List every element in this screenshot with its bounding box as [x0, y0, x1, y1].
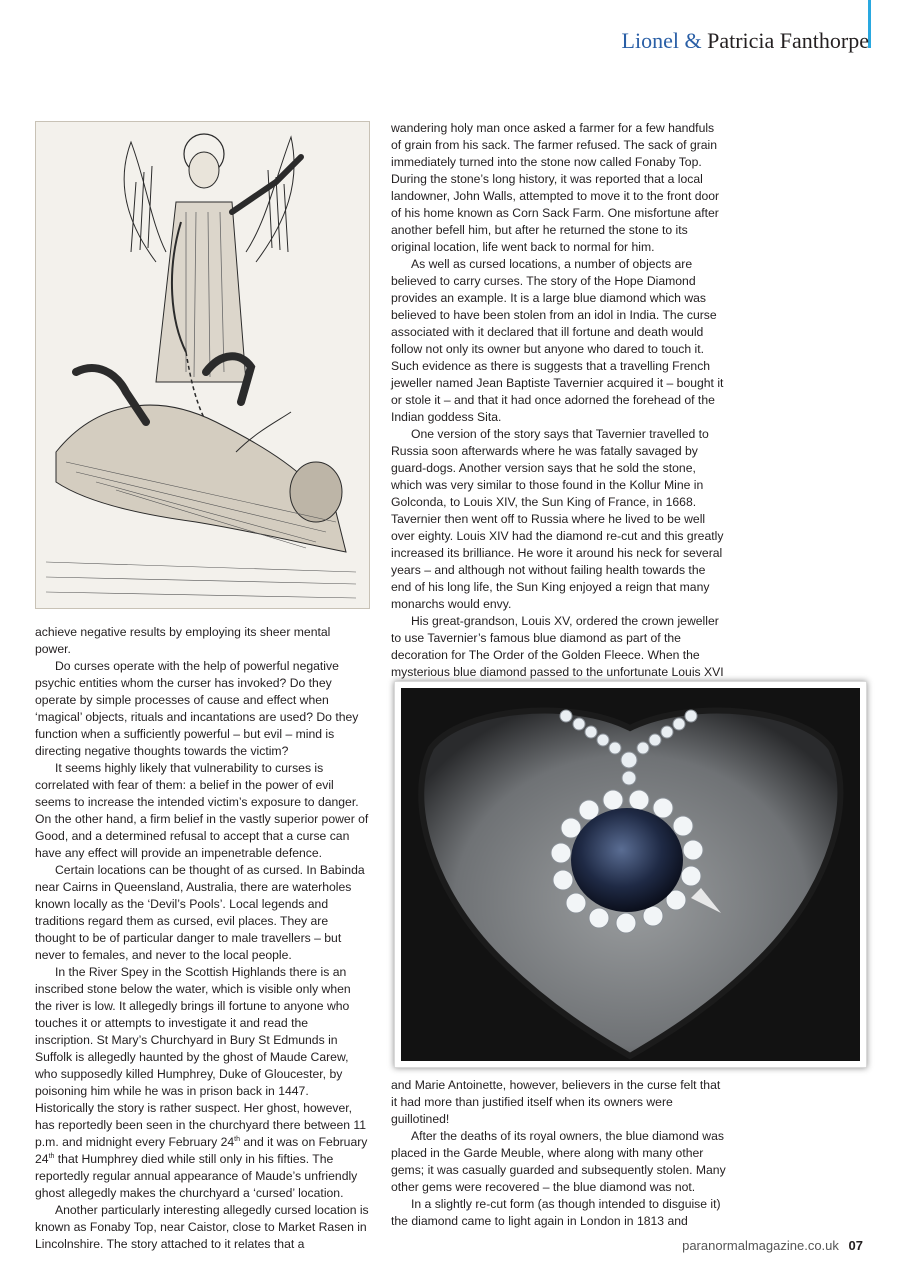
- left-paragraph-4: In the River Spey in the Scottish Highlands there is an inscribed stone below the water, which is visible only when the river is low. It allegedly brings ill fortune to anyone who touches it or attempts to investigate it and read the inscription. St Mary’s Churchyard in Bury St Edmunds in Suffolk is allegedly haunted by the ghost of Maude Carew, who supposedly killed Humphrey, Duke of Gloucester, by poisoning him while he was in prison back in 1447. Historically the story is rather suspect. Her ghost, however, has reportedly been seen in the churchyard there between 11 p.m. and midnight every February 24th and it was on February 24th that Humphrey died while still only in his fifties. The reportedly regular annual appearance of Maude’s unfriendly ghost allegedly makes the churchyard a ‘cursed’ location.: [35, 965, 368, 1200]
- page-number: 07: [848, 1238, 863, 1253]
- right-bottom-paragraph-0: and Marie Antoinette, however, believers in the curse felt that it had more than justified itself when its owners were guillotined!: [391, 1078, 721, 1126]
- author-first-name: Lionel: [621, 28, 679, 53]
- left-paragraph-1: Do curses operate with the help of powerful negative psychic entities whom the curser has invoked? Do they operate by simple processes of cause and effect when ‘magical’ objects, rituals and incantations are used? Do they function when a sufficiently powerful – but evil – mind is directing negative thoughts towards the victim?: [35, 659, 359, 758]
- right-column-bottom: [391, 1077, 727, 1230]
- author-rest: Patricia Fanthorpe: [707, 28, 869, 53]
- author-header: [622, 28, 869, 54]
- left-paragraph-0: achieve negative results by employing its sheer mental power.: [35, 625, 331, 656]
- page-footer: [682, 1238, 863, 1253]
- left-paragraph-2: It seems highly likely that vulnerability to curses is correlated with fear of them: a belief in the power of evil seems to increase the intended victim’s exposure to danger. On the other hand, a firm belief in the vastly superior power of Good, and a determined refusal to accept that a curse can have any effect will provide an impenetrable defence.: [35, 761, 369, 860]
- author-ampersand: &: [684, 28, 702, 53]
- hope-diamond-photo-icon: [401, 688, 860, 1061]
- right-bottom-paragraph-1: After the deaths of its royal owners, the blue diamond was placed in the Garde Meuble, where along with many other gems; it was casually guarded and subsequently stolen. Many other gems were recovered – the blue diamond was not.: [391, 1129, 726, 1194]
- left-paragraph-3: Certain locations can be thought of as cursed. In Babinda near Cairns in Queensland, Australia, there are waterholes known locally as the ‘Devil’s Pools’. Local legends and traditions regard them as cursed, evil places. They are thought to be of particular danger to male travellers – but never to females, and never to the local people.: [35, 863, 365, 962]
- right-top-paragraph-1: As well as cursed locations, a number of objects are believed to carry curses. The story of the Hope Diamond provides an example. It is a large blue diamond which was believed to have been stolen from an idol in India. The curse associated with it declared that ill fortune and death would follow not only its owner but anyone who dared to touch it. Such evidence as there is suggests that a travelling French jeweller named Jean Baptiste Tavernier acquired it – bought it or stole it – and that it had once adorned the forehead of the Indian goddess Sita.: [391, 257, 724, 424]
- hope-diamond-image: [401, 688, 860, 1061]
- angel-and-demon-engraving-icon: [36, 122, 369, 608]
- footer-site: paranormalmagazine.co.uk: [682, 1238, 839, 1253]
- right-top-paragraph-3: His great-grandson, Louis XV, ordered the crown jeweller to use Tavernier’s famous blue diamond as part of the decoration for The Order of the Golden Fleece. When the mysterious blue diamond passed to the unfortunate Louis XVI: [391, 614, 724, 679]
- right-column-top: [391, 120, 727, 681]
- left-paragraph-5: Another particularly interesting allegedly cursed location is known as Fonaby Top, near Caistor, close to Market Rasen in Lincolnshire. The story attached to it relates that a: [35, 1203, 369, 1251]
- right-top-paragraph-2: One version of the story says that Tavernier travelled to Russia soon afterwards where he was fatally savaged by guard-dogs. Another version says that he sold the stone, which was very similar to those found in the Kollur Mine in Golconda, to Louis XIV, the Sun King of France, in 1668. Tavernier then went off to Russia where he lived to be well over eighty. Louis XIV had the diamond re-cut and this greatly increased its brilliance. He wore it around his neck for several years – and although not without failing health towards the end of his long life, the Sun King enjoyed a reign that many monarchs would envy.: [391, 427, 724, 611]
- hope-diamond-photo-frame: [394, 681, 867, 1068]
- right-top-paragraph-0: wandering holy man once asked a farmer for a few handfuls of grain from his sack. The farmer refused. The sack of grain immediately turned into the stone now called Fonaby Top. During the stone’s long history, it was reported that a local landowner, John Walls, attempted to move it to the front door of his home known as Corn Sack Farm. One misfortune after another befell him, but after he returned the stone to its original location, life went back to normal for him.: [391, 121, 720, 254]
- angel-engraving-image: [35, 121, 370, 609]
- left-column: [35, 624, 369, 1253]
- right-bottom-paragraph-2: In a slightly re-cut form (as though intended to disguise it) the diamond came to light again in London in 1813 and: [391, 1197, 721, 1228]
